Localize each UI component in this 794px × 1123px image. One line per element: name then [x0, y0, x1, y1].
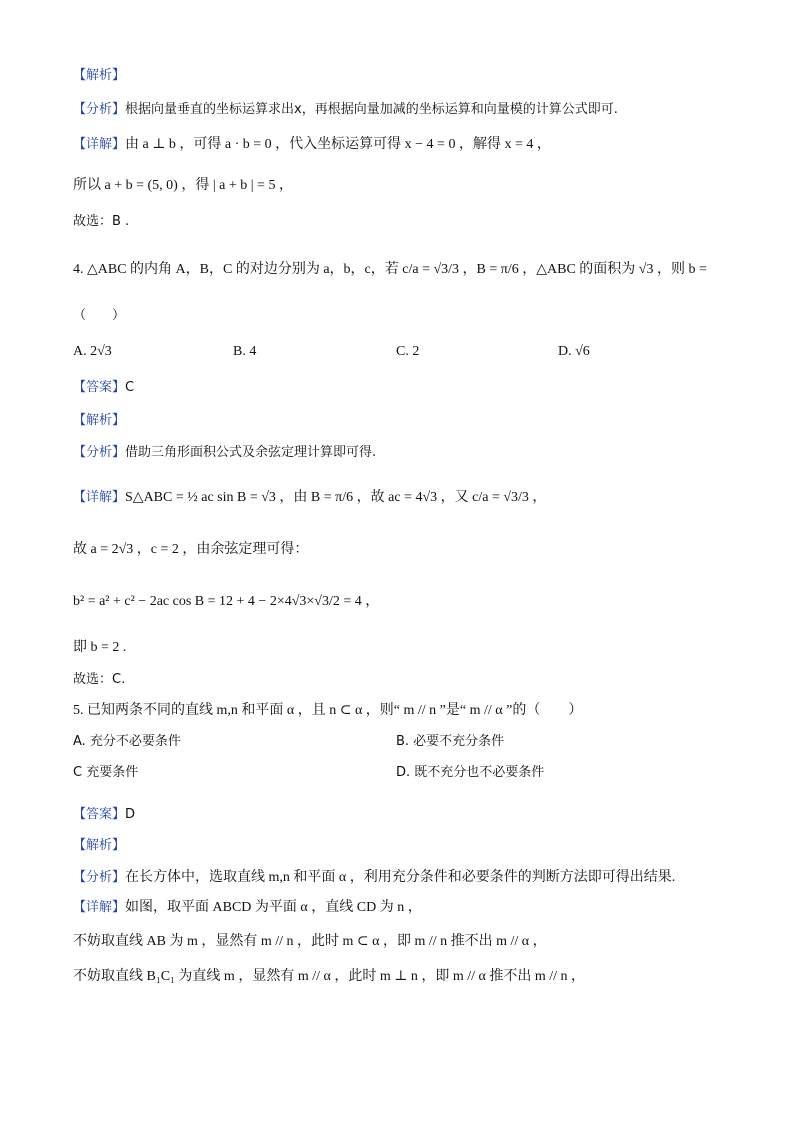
- q4-fenxi-text: 借助三角形面积公式及余弦定理计算即可得.: [125, 445, 377, 460]
- q4-xiangjie-text: S△ABC = ½ ac sin B = √3 ，由 B = π/6 ，故 ac = 4√3 ，又 c/a = √3/3 ，: [125, 490, 547, 505]
- q3-fenxi-text: 根据向量垂直的坐标运算求出x，再根据向量加减的坐标运算和向量模的计算公式即可.: [125, 102, 618, 117]
- q3-xiangjie-text: 由 a ⊥ b ，可得 a · b = 0 ，代入坐标运算可得 x − 4 = 0 ，解得 x = 4 ，: [125, 137, 551, 152]
- q4-option-a: A. 2√3: [73, 344, 112, 359]
- q3-detail-line2: 所以 a + b = (5, 0) ，得 | a + b | = 5 ，: [73, 178, 293, 193]
- q5-option-b: B. 必要不充分条件: [396, 734, 505, 749]
- q5-detail: [73, 898, 422, 918]
- q4-detail-line4: 即 b = 2 .: [73, 640, 127, 655]
- q4-paren: （ ）: [73, 308, 126, 323]
- q5-fenxi-text: 在长方体中，选取直线 m,n 和平面 α ，利用充分条件和必要条件的判断方法即可得出结果.: [125, 870, 676, 885]
- q5-stem: 5. 已知两条不同的直线 m,n 和平面 α ，且 n ⊂ α ，则“ m // n ”是“ m // α ”的（ ）: [73, 703, 583, 718]
- q4-answer-value: C: [125, 380, 135, 395]
- q4-answer-line: 故选：C.: [73, 672, 126, 687]
- q3-detail: [73, 135, 551, 155]
- q4-option-c: C. 2: [396, 344, 420, 359]
- q4-analysis: [73, 443, 376, 463]
- q4-detail-line3: b² = a² + c² − 2ac cos B = 12 + 4 − 2×4√3×√3/2 = 4 ，: [73, 594, 380, 609]
- q5-jiexi-label: 【解析】: [73, 838, 126, 853]
- q5-answer-value: D: [125, 807, 136, 822]
- q5-xiangjie-text: 如图，取平面 ABCD 为平面 α ，直线 CD 为 n ，: [125, 900, 422, 915]
- q4-xiangjie-tag: 【详解】: [73, 490, 126, 505]
- q5-option-d: D. 既不充分也不必要条件: [396, 765, 545, 780]
- q3-jiexi-label: 【解析】: [73, 68, 126, 83]
- q4-fenxi-tag: 【分析】: [73, 445, 126, 460]
- q5-analysis: [73, 868, 675, 888]
- q5-option-a: A. 充分不必要条件: [73, 734, 181, 749]
- q3-xiangjie-tag: 【详解】: [73, 137, 126, 152]
- q4-jiexi-label: 【解析】: [73, 413, 126, 428]
- q5-detail-line3: 不妨取直线 B₁C₁ 为直线 m ，显然有 m // α ，此时 m ⊥ n ，即 m // α 推不出 m // n ，: [73, 969, 586, 984]
- q5-answer: [73, 805, 135, 825]
- q5-xiangjie-tag: 【详解】: [73, 900, 126, 915]
- q5-answer-tag: 【答案】: [73, 807, 126, 822]
- q5-fenxi-tag: 【分析】: [73, 870, 126, 885]
- q4-detail-line2: 故 a = 2√3 ，c = 2 ，由余弦定理可得：: [73, 542, 309, 557]
- q3-answer-line: 故选：B .: [73, 214, 130, 229]
- q3-analysis: [73, 100, 618, 120]
- q5-option-c: C 充要条件: [73, 765, 139, 780]
- q4-answer-tag: 【答案】: [73, 380, 126, 395]
- q5-detail-line2: 不妨取直线 AB 为 m ，显然有 m // n ，此时 m ⊂ α ，即 m // n 推不出 m // α ，: [73, 934, 547, 949]
- q4-detail: [73, 488, 546, 508]
- q4-option-b: B. 4: [233, 344, 257, 359]
- q4-answer: [73, 378, 134, 398]
- q4-stem: 4. △ABC 的内角 A，B，C 的对边分别为 a，b，c，若 c/a = √3/3 ，B = π/6 ，△ABC 的面积为 √3 ，则 b =: [73, 262, 707, 277]
- q3-fenxi-tag: 【分析】: [73, 102, 126, 117]
- q4-option-d: D. √6: [558, 344, 590, 359]
